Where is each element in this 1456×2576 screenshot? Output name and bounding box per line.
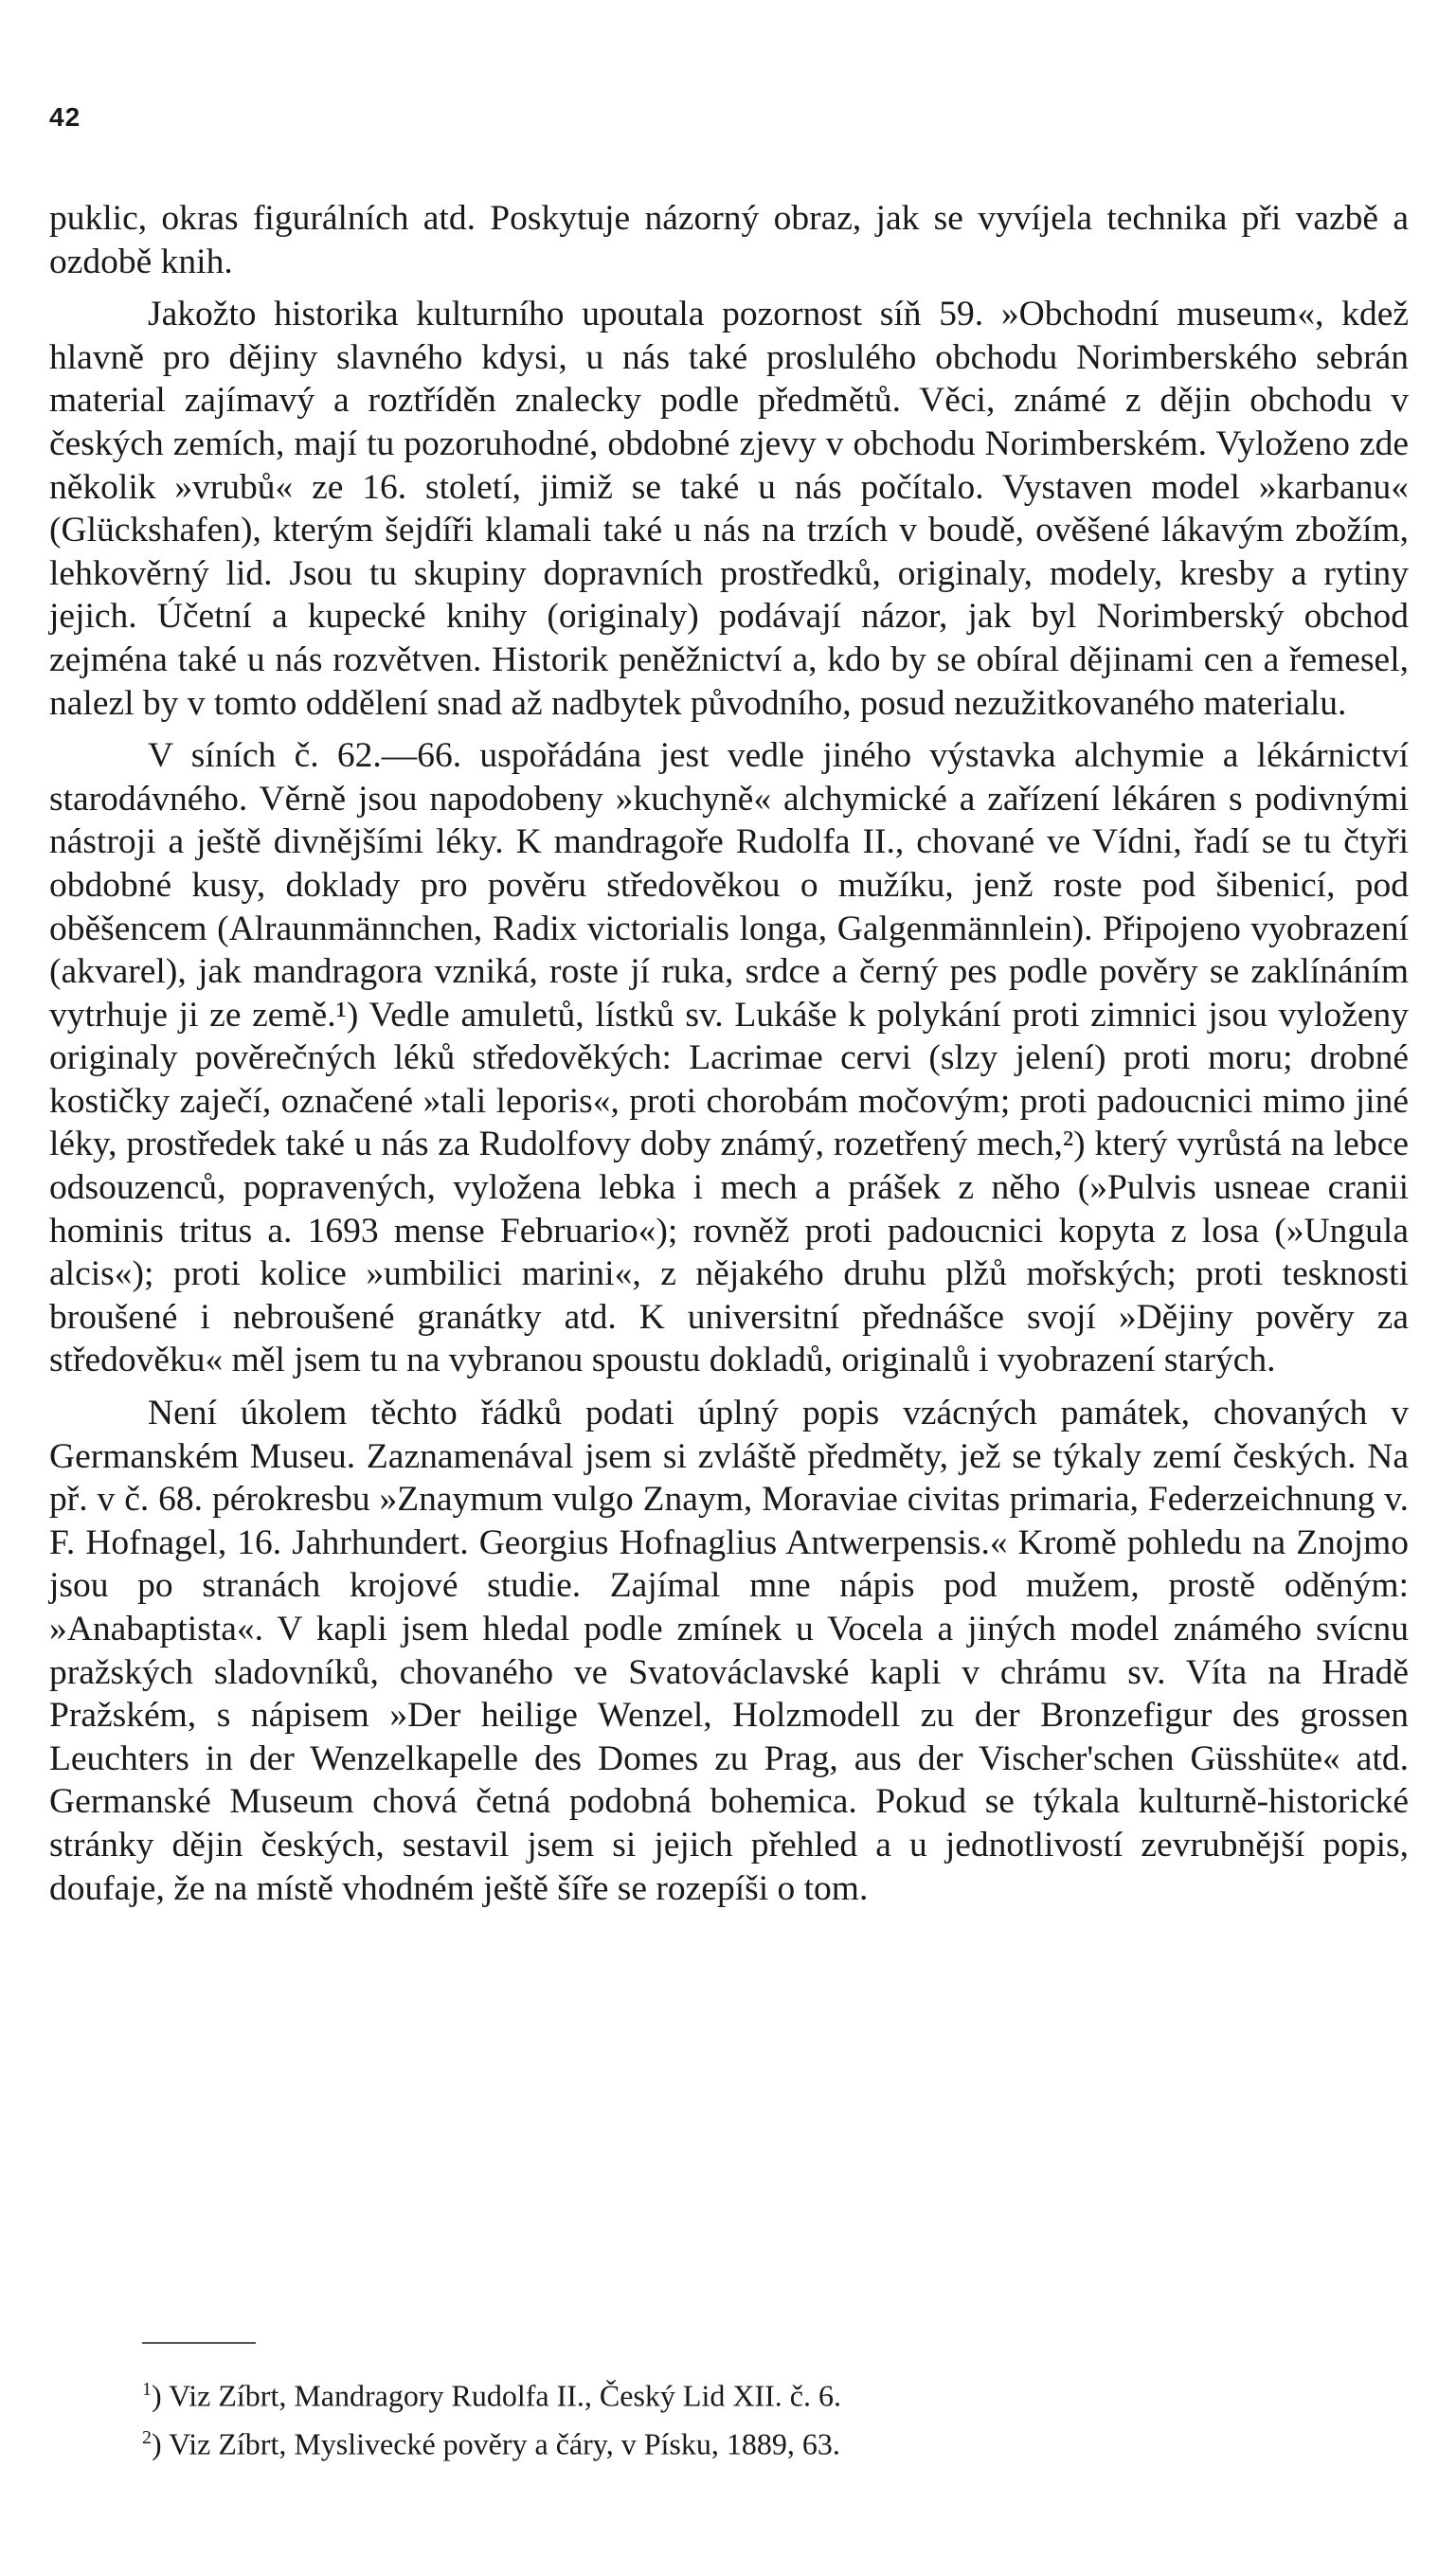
paragraph: Jakožto historika kulturního upoutala pozornost síň 59. »Obchodní museum«, kdež hlavně pro dějiny slavného kdysi, u nás také proslulého obchodu Norimberského sebrán material zajímavý a roztříděn znalecky podle předmětů. Věci, známé z dějin obchodu v českých zemích, mají tu pozoruhodné, obdobné zjevy v obchodu Norimberském. Vyloženo zde několik »vrubů« ze 16. století, jimiž se také u nás počítalo. Vystaven model »karbanu« (Glückshafen), kterým šejdíři klamali také u nás na trzích v boudě, ověšené lákavým zbožím, lehkověrný lid. Jsou tu skupiny dopravních prostředků, originaly, modely, kresby a rytiny jejich. Účetní a kupecké knihy (originaly) podávají názor, jak byl Norimberský obchod zejména také u nás rozvětven. Historik peněžnictví a, kdo by se obíral dějinami cen a řemesel, nalezl by v tomto oddělení snad až nadbytek původního, posud nezužitkovaného materialu. bbox=[49, 295, 1409, 723]
footnote bbox=[142, 2417, 1374, 2465]
page-number: 42 bbox=[49, 102, 81, 132]
footnote-mark: 2 bbox=[142, 2426, 152, 2448]
footnote bbox=[142, 2369, 1374, 2417]
body-text bbox=[49, 197, 1409, 1919]
paragraph: puklic, okras figurálních atd. Poskytuje názorný obraz, jak se vyvíjela technika při vazbě a ozdobě knih. bbox=[49, 199, 1409, 281]
paragraph: V síních č. 62.—66. uspořádána jest vedle jiného výstavka alchymie a lékárnictví starodávného. Věrně jsou napodobeny »kuchyně« alchymické a zařízení lékáren s podivnými nástroji a ještě divnějšími léky. K mandragoře Rudolfa II., chované ve Vídni, řadí se tu čtyři obdobné kusy, doklady pro pověru středověkou o mužíku, jenž roste pod šibenicí, pod oběšencem (Alraunmännchen, Radix victorialis longa, Galgenmännlein). Připojeno vyobrazení (akvarel), jak mandragora vzniká, roste jí ruka, srdce a černý pes podle pověry se zaklínáním vytrhuje ji ze země.¹) Vedle amuletů, lístků sv. Lukáše k polykání proti zimnici jsou vyloženy originaly pověrečných léků středověkých: Lacrimae cervi (slzy jelení) proti moru; drobné kostičky zaječí, označené »tali leporis«, proti chorobám močovým; proti padoucnici mimo jiné léky, prostředek také u nás za Rudolfovy doby známý, rozetřený mech,²) který vyrůstá na lebce odsouzenců, popravených, vyložena lebka i mech a prášek z něho (»Pulvis usneae cranii hominis tritus a. 1693 mense Februario«); rovněž proti padoucnici kopyta z losa (»Ungula alcis«); proti kolice »umbilici marini«, z nějakého druhu plžů mořských; proti tesknosti broušené i nebroušené granátky atd. K universitní přednášce svojí »Dějiny pověry za středověku« měl jsem tu na vybranou spoustu dokladů, originalů i vyobrazení starých. bbox=[49, 736, 1409, 1380]
footnotes bbox=[142, 2369, 1374, 2464]
footnote-mark: 1 bbox=[142, 2379, 152, 2400]
paragraph: Není úkolem těchto řádků podati úplný popis vzácných památek, chovaných v Germanském Museu. Zaznamenával jsem si zvláště předměty, jež se týkaly zemí českých. Na př. v č. 68. pérokresbu »Znaymum vulgo Znaym, Moraviae civitas primaria, Federzeichnung v. F. Hofnagel, 16. Jahrhundert. Georgius Hofnaglius Antwerpensis.« Kromě pohledu na Znojmo jsou po stranách krojové studie. Zajímal mne nápis pod mužem, prostě oděným: »Anabaptista«. V kapli jsem hledal podle zmínek u Vocela a jiných model známého svícnu pražských sladovníků, chovaného ve Svatováclavské kapli v chrámu sv. Víta na Hradě Pražském, s nápisem »Der heilige Wenzel, Holzmodell zu der Bronzefigur des grossen Leuchters in der Wenzelkapelle des Domes zu Prag, aus der Vischer'schen Güsshüte« atd. Germanské Museum chová četná podobná bohemica. Pokud se týkala kulturně-historické stránky dějin českých, sestavil jsem si jejich přehled a u jednotlivostí zevrubnější popis, doufaje, že na místě vhodném ještě šíře se rozepíši o tom. bbox=[49, 1394, 1409, 1908]
footnote-text: ) Viz Zíbrt, Myslivecké pověry a čáry, v Písku, 1889, 63. bbox=[152, 2426, 840, 2461]
footnote-text: ) Viz Zíbrt, Mandragory Rudolfa II., Český Lid XII. č. 6. bbox=[152, 2378, 841, 2413]
footnote-divider bbox=[142, 2342, 256, 2344]
